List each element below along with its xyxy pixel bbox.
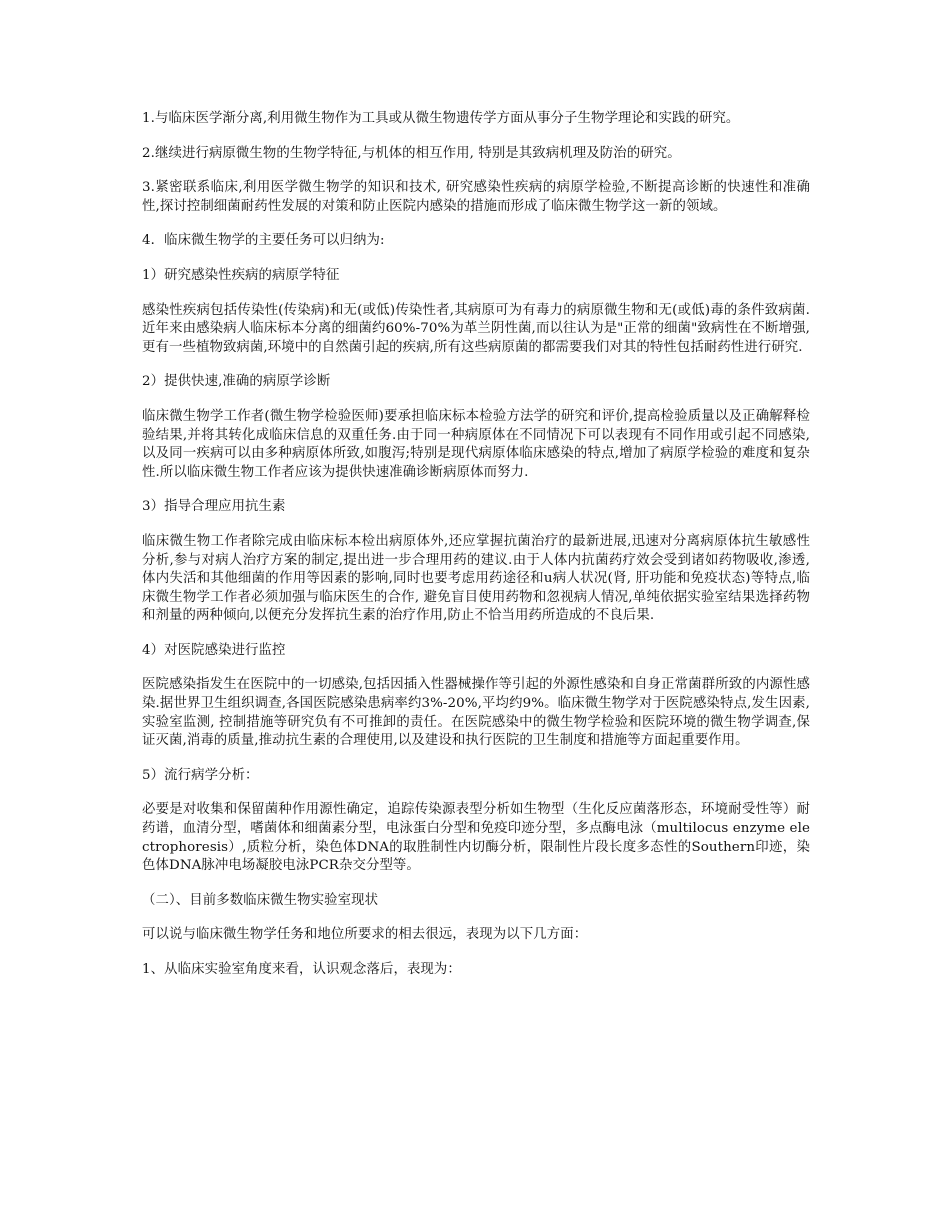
paragraph-hospital-infection: 医院感染指发生在医院中的一切感染,包括因插入性器械操作等引起的外源性感染和自身正常菌群所致的内源性感染.据世界卫生组织调查,各国医院感染患病率约3%-20%,平均约9%。临床微生物学对于医院感染特点,发生因素,实验室监测, 控制措施等研究负有不可推卸的责任。在医院感染中的微生物学检验和医院环境的微生物学调查,保证灭菌,消毒的质量,推动抗生素的合理使用,以及建设和执行医院的卫生制度和措施等方面起重要作用。	[142, 677, 810, 749]
section-heading-tasks: 4．临床微生物学的主要任务可以归纳为:	[142, 233, 385, 249]
subheading-1: 1）研究感染性疾病的病原学特征	[142, 267, 340, 283]
paragraph-epidemiology: 必要是对收集和保留菌种作用源性确定，追踪传染源表型分析如生物型（生化反应菌落形态，环境耐受性等）耐药谱，血清分型，嗜菌体和细菌素分型，电泳蛋白分型和免疫印迹分型，多点酶电泳（multilocus enzyme electrophoresis）,质粒分析，染色体DNA的取胜制性内切酶分析，限制性片段长度多态性的Southern印迹，染色体DNA脉冲电场凝胶电泳PCR杂交分型等。	[142, 802, 810, 874]
subheading-4: 4）对医院感染进行监控	[142, 642, 286, 658]
subheading-3: 3）指导合理应用抗生素	[142, 499, 286, 515]
paragraph-status-point-1: 1、从临床实验室角度来看，认识观念落后，表现为：	[142, 962, 461, 977]
paragraph-diagnosis: 临床微生物学工作者(微生物学检验医师)要承担临床标本检验方法学的研究和评价,提高检验质量以及正确解释检验结果,并将其转化成临床信息的双重任务.由于同一种病原体在不同情况下可以表现有不同作用或引起不同感染,以及同一疾病可以由多种病原体所致,如腹泻;特别是现代病原体临床感染的特点,增加了病原学检验的难度和复杂性.所以临床微生物工作者应该为提供快速准确诊断病原体而努力.	[142, 408, 810, 480]
paragraph-2: 2.继续进行病原微生物的生物学特征,与机体的相互作用, 特别是其致病机理及防治的研究。	[142, 145, 681, 161]
paragraph-antibiotics: 临床微生物工作者除完成由临床标本检出病原体外,还应掌握抗菌治疗的最新进展,迅速对分离病原体抗生敏感性分析,参与对病人治疗方案的制定,提出进一步合理用药的建议.由于人体内抗菌药疗效会受到诸如药物吸收,渗透,体内失活和其他细菌的作用等因素的影响,同时也要考虑用药途径和u病人状况(肾, 肝功能和免疫状态)等特点,临床微生物学工作者必须加强与临床医生的合作, 避免盲目使用药物和忽视病人情况,单纯依据实验室结果选择药物和剂量的两种倾向,以便充分发挥抗生素的治疗作用,防止不恰当用药所造成的不良后果.	[142, 533, 810, 624]
subheading-2: 2）提供快速,准确的病原学诊断	[142, 374, 331, 390]
paragraph-1: 1.与临床医学渐分离,利用微生物作为工具或从微生物遗传学方面从事分子生物学理论和实践的研究。	[142, 111, 740, 126]
subheading-5: 5）流行病学分析：	[142, 767, 259, 783]
paragraph-status-intro: 可以说与临床微生物学任务和地位所要求的相去很远，表现为以下几方面：	[142, 927, 588, 943]
paragraph-etiology: 感染性疾病包括传染性(传染病)和无(或低)传染性者,其病原可为有毒力的病原微生物和无(或低)毒的条件致病菌. 近年来由感染病人临床标本分离的细菌约60%-70%为革兰阴性菌,而以往认为是"正常的细菌"致病性在不断增强,更有一些植物致病菌,环境中的自然菌引起的疾病,所有这些病原菌的都需要我们对其的特性包括耐药性进行研究.	[142, 302, 810, 355]
paragraph-3: 3.紧密联系临床,利用医学微生物学的知识和技术, 研究感染性疾病的病原学检验,不断提高诊断的快速性和准确性,探讨控制细菌耐药性发展的对策和防止医院内感染的措施而形成了临床微生物学这一新的领域。	[142, 180, 810, 214]
section-heading-status: （二）、目前多数临床微生物实验室现状	[142, 892, 379, 908]
document-body	[142, 110, 810, 996]
